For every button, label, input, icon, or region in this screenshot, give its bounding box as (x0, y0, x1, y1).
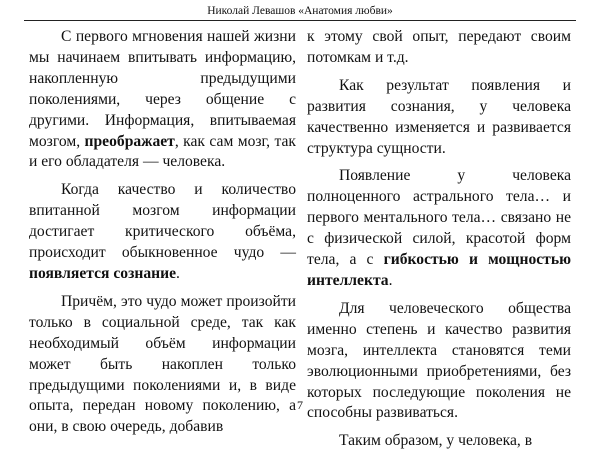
text-run: к этому свой опыт, передают своим потомкам и т.д. (307, 28, 571, 66)
text-run: . (388, 271, 393, 289)
bold-term: появляется сознание (29, 264, 177, 282)
text-run: Для человеческого общества именно степень и качество развития мозга, интеллекта становятся теми эволюционными приобретениями, без которых последующие поколения не способны развиваться. (307, 299, 571, 422)
page-number: 7 (297, 398, 303, 412)
right-paragraph-continued (307, 27, 571, 69)
right-paragraph-2 (307, 166, 571, 291)
text-run: С первого мгновения нашей жизни мы начинаем впитывать информацию, накопленную предыдущими поколениями, через общение с другими. Информация, впитываемая мозгом, (29, 28, 296, 150)
bold-term: преображает (84, 132, 175, 150)
text-run: . (176, 264, 180, 282)
text-run: Как результат появления и развития сознания, у человека качественно изменяется и развивается структура сущности. (307, 76, 571, 157)
text-run: Появление у человека полноценного астрального тела… и первого ментального тела… связано не с физической силой, красотой форм тела, а с (307, 167, 571, 269)
header-divider (24, 20, 576, 21)
left-paragraph-1 (29, 27, 296, 173)
left-paragraph-3 (29, 292, 296, 438)
left-paragraph-2 (29, 180, 296, 285)
text-run: Когда качество и количество впитанной мозгом информации достигает критического объёма, происходит обыкновенное чудо — (29, 181, 296, 262)
running-header: Николай Левашов «Анатомия любви» (207, 5, 393, 17)
text-run: Таким образом, у человека, в (339, 432, 533, 450)
right-paragraph-1 (307, 76, 571, 160)
bold-term: гибкостью и мощностью интеллекта (307, 251, 571, 289)
text-run: Причём, это чудо может произойти только в социальной среде, так как необходимый объём информации может быть накоплен только предыдущими поколениями и, в виде опыта, передан новому поколению, а они, в свою очередь, добавив (29, 292, 296, 436)
text-run: , как сам мозг, так и его обладателя — человека. (29, 132, 296, 171)
right-paragraph-4 (307, 431, 571, 452)
right-column (307, 27, 571, 452)
left-column (29, 27, 296, 438)
